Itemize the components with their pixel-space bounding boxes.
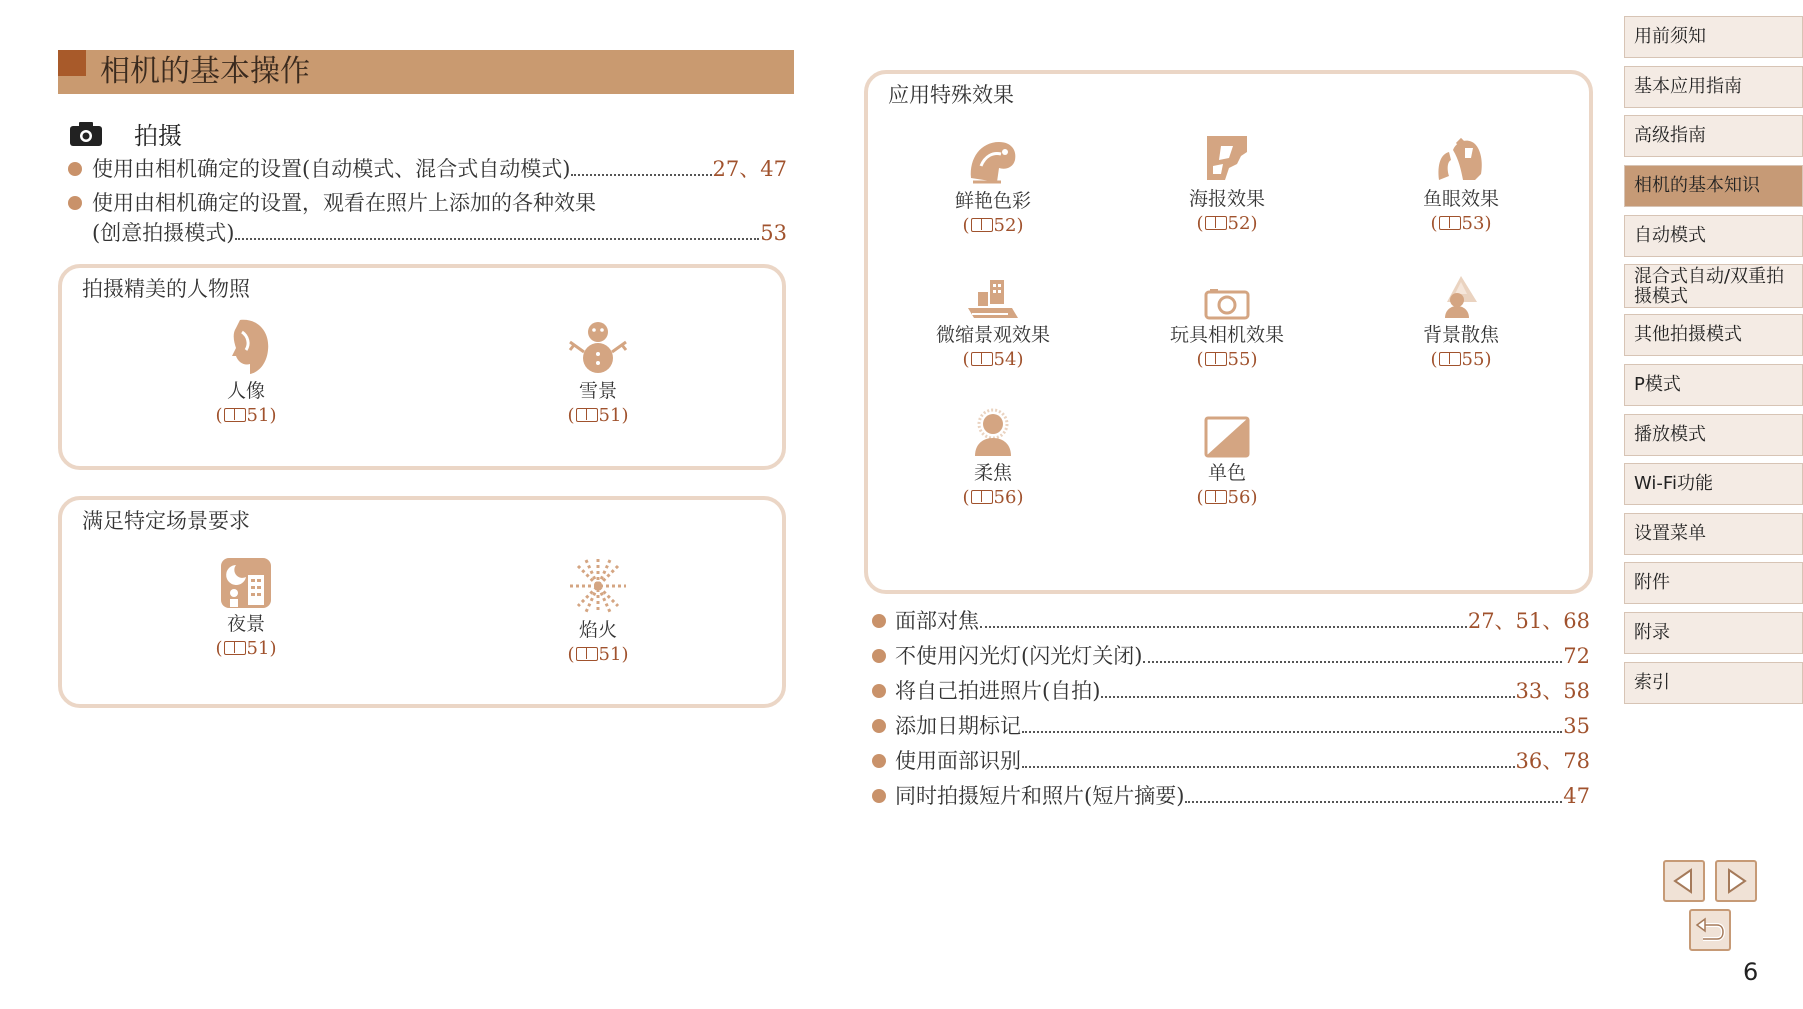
soft-focus-icon [969,408,1017,458]
sidebar-tab-appendix[interactable]: 附录 [1624,612,1803,654]
scene-item-fireworks[interactable] [523,557,673,667]
arrow-right-icon [1717,862,1755,900]
book-icon [971,490,993,504]
sidebar-tab-wifi[interactable]: Wi-Fi功能 [1624,463,1803,505]
book-icon [971,218,993,232]
toc-line-date-stamp[interactable]: 添加日期标记 35 [895,714,1590,738]
portrait-icon [220,318,272,376]
night-scene-icon [220,557,272,609]
book-icon [224,408,246,422]
snowman-icon [566,318,630,376]
scene-item-night[interactable] [171,557,321,661]
page-ref[interactable]: ( 52) [962,215,1024,236]
camera-icon [70,121,102,146]
box-title: 拍摄精美的人物照 [82,277,250,301]
effect-label: 鱼眼效果 [1422,188,1499,210]
sidebar-tab-camera-basics[interactable]: 相机的基本知识 [1624,165,1803,207]
sidebar-tab-playback[interactable]: 播放模式 [1624,414,1803,456]
miniature-icon [966,278,1020,320]
scene-label: 夜景 [226,613,265,635]
page-ref[interactable]: ( 55) [1196,349,1258,370]
sidebar-tab-p-mode[interactable]: P模式 [1624,364,1803,406]
book-icon [576,647,598,661]
effect-label: 柔焦 [973,462,1012,484]
fisheye-icon [1435,136,1487,184]
poster-effect-icon [1203,132,1251,184]
sidebar-tab-other-modes[interactable]: 其他拍摄模式 [1624,314,1803,356]
box-title: 满足特定场景要求 [82,509,250,533]
prev-page-button[interactable] [1663,860,1705,902]
scene-label: 人像 [226,380,265,402]
next-page-button[interactable] [1715,860,1757,902]
toc-line-creative-shot: 使用由相机确定的设置，观看在照片上添加的各种效果 [92,191,596,215]
effect-item-miniature[interactable] [918,278,1068,372]
sidebar-tab-basic-guide[interactable]: 基本应用指南 [1624,66,1803,108]
bullet-marker [68,196,82,210]
bullet-marker [872,684,886,698]
box-title: 应用特殊效果 [888,83,1014,107]
return-button[interactable] [1689,909,1731,951]
effect-item-toy-camera[interactable] [1152,288,1302,372]
page-ref[interactable]: ( 56) [962,487,1024,508]
page-ref[interactable]: ( 55) [1430,349,1492,370]
fireworks-icon [568,557,628,615]
sidebar-tab-auto-mode[interactable]: 自动模式 [1624,215,1803,257]
return-icon [1691,911,1729,949]
toc-line-flash-off[interactable]: 不使用闪光灯(闪光灯关闭) 72 [895,644,1590,668]
page-ref[interactable]: ( 51) [567,644,629,665]
page-ref[interactable]: ( 52) [1196,213,1258,234]
effect-item-background-defocus[interactable] [1386,274,1536,372]
effect-label: 微缩景观效果 [935,324,1050,346]
sidebar-tab-setup-menu[interactable]: 设置菜单 [1624,513,1803,555]
toc-line-face-id[interactable]: 使用面部识别 36、78 [895,749,1590,773]
arrow-left-icon [1665,862,1703,900]
page-ref[interactable]: ( 56) [1196,487,1258,508]
effect-label: 背景散焦 [1422,324,1499,346]
page-number: 6 [1743,958,1759,986]
background-defocus-icon [1437,274,1485,320]
sidebar-tab-accessories[interactable]: 附件 [1624,562,1803,604]
effect-label: 单色 [1207,462,1246,484]
book-icon [1205,352,1227,366]
page-ref[interactable]: ( 51) [567,405,629,426]
scene-label: 焰火 [578,619,617,641]
effect-item-soft-focus[interactable] [918,408,1068,510]
page-title: 相机的基本操作 [100,54,310,89]
scene-item-portrait[interactable] [171,318,321,428]
shooting-heading: 拍摄 [134,122,182,150]
effect-item-fisheye[interactable] [1386,136,1536,236]
bullet-marker [872,754,886,768]
book-icon [1439,216,1461,230]
toc-line-movie-digest[interactable]: 同时拍摄短片和照片(短片摘要) 47 [895,784,1590,808]
page-ref[interactable]: ( 51) [215,405,277,426]
toc-line-creative-shot-page[interactable]: (创意拍摄模式) 53 [92,221,787,245]
super-vivid-icon [967,138,1019,186]
toc-line-face-detect[interactable]: 面部对焦 27、51、68 [895,609,1590,633]
page-ref[interactable]: ( 53) [1430,213,1492,234]
bullet-marker [872,789,886,803]
toc-line-self-timer[interactable]: 将自己拍进照片(自拍) 33、58 [895,679,1590,703]
effect-item-super-vivid[interactable] [918,138,1068,238]
book-icon [1205,216,1227,230]
bullet-marker [872,614,886,628]
book-icon [224,641,246,655]
bullet-marker [872,719,886,733]
toc-line-auto-mode[interactable]: 使用由相机确定的设置(自动模式、混合式自动模式) 27、47 [92,157,787,181]
scene-label: 雪景 [578,380,617,402]
sidebar-tab-advanced-guide[interactable]: 高级指南 [1624,115,1803,157]
effect-label: 海报效果 [1188,188,1265,210]
effect-item-monochrome[interactable] [1152,416,1302,510]
book-icon [1205,490,1227,504]
book-icon [576,408,598,422]
title-marker [58,50,86,76]
book-icon [971,352,993,366]
page-ref[interactable]: ( 54) [962,349,1024,370]
sidebar-tab-index[interactable]: 索引 [1624,662,1803,704]
bullet-marker [872,649,886,663]
effect-item-poster[interactable] [1152,132,1302,236]
monochrome-icon [1204,416,1250,458]
bullet-marker [68,162,82,176]
book-icon [1439,352,1461,366]
toy-camera-icon [1204,288,1250,320]
effect-label: 鲜艳色彩 [954,190,1031,212]
sidebar-tab-hybrid-auto[interactable]: 混合式自动/双重拍摄模式 [1624,264,1803,308]
sidebar-tab-preface[interactable]: 用前须知 [1624,16,1803,58]
scene-item-snow[interactable] [523,318,673,428]
effect-label: 玩具相机效果 [1169,324,1284,346]
page-ref[interactable]: ( 51) [215,638,277,659]
